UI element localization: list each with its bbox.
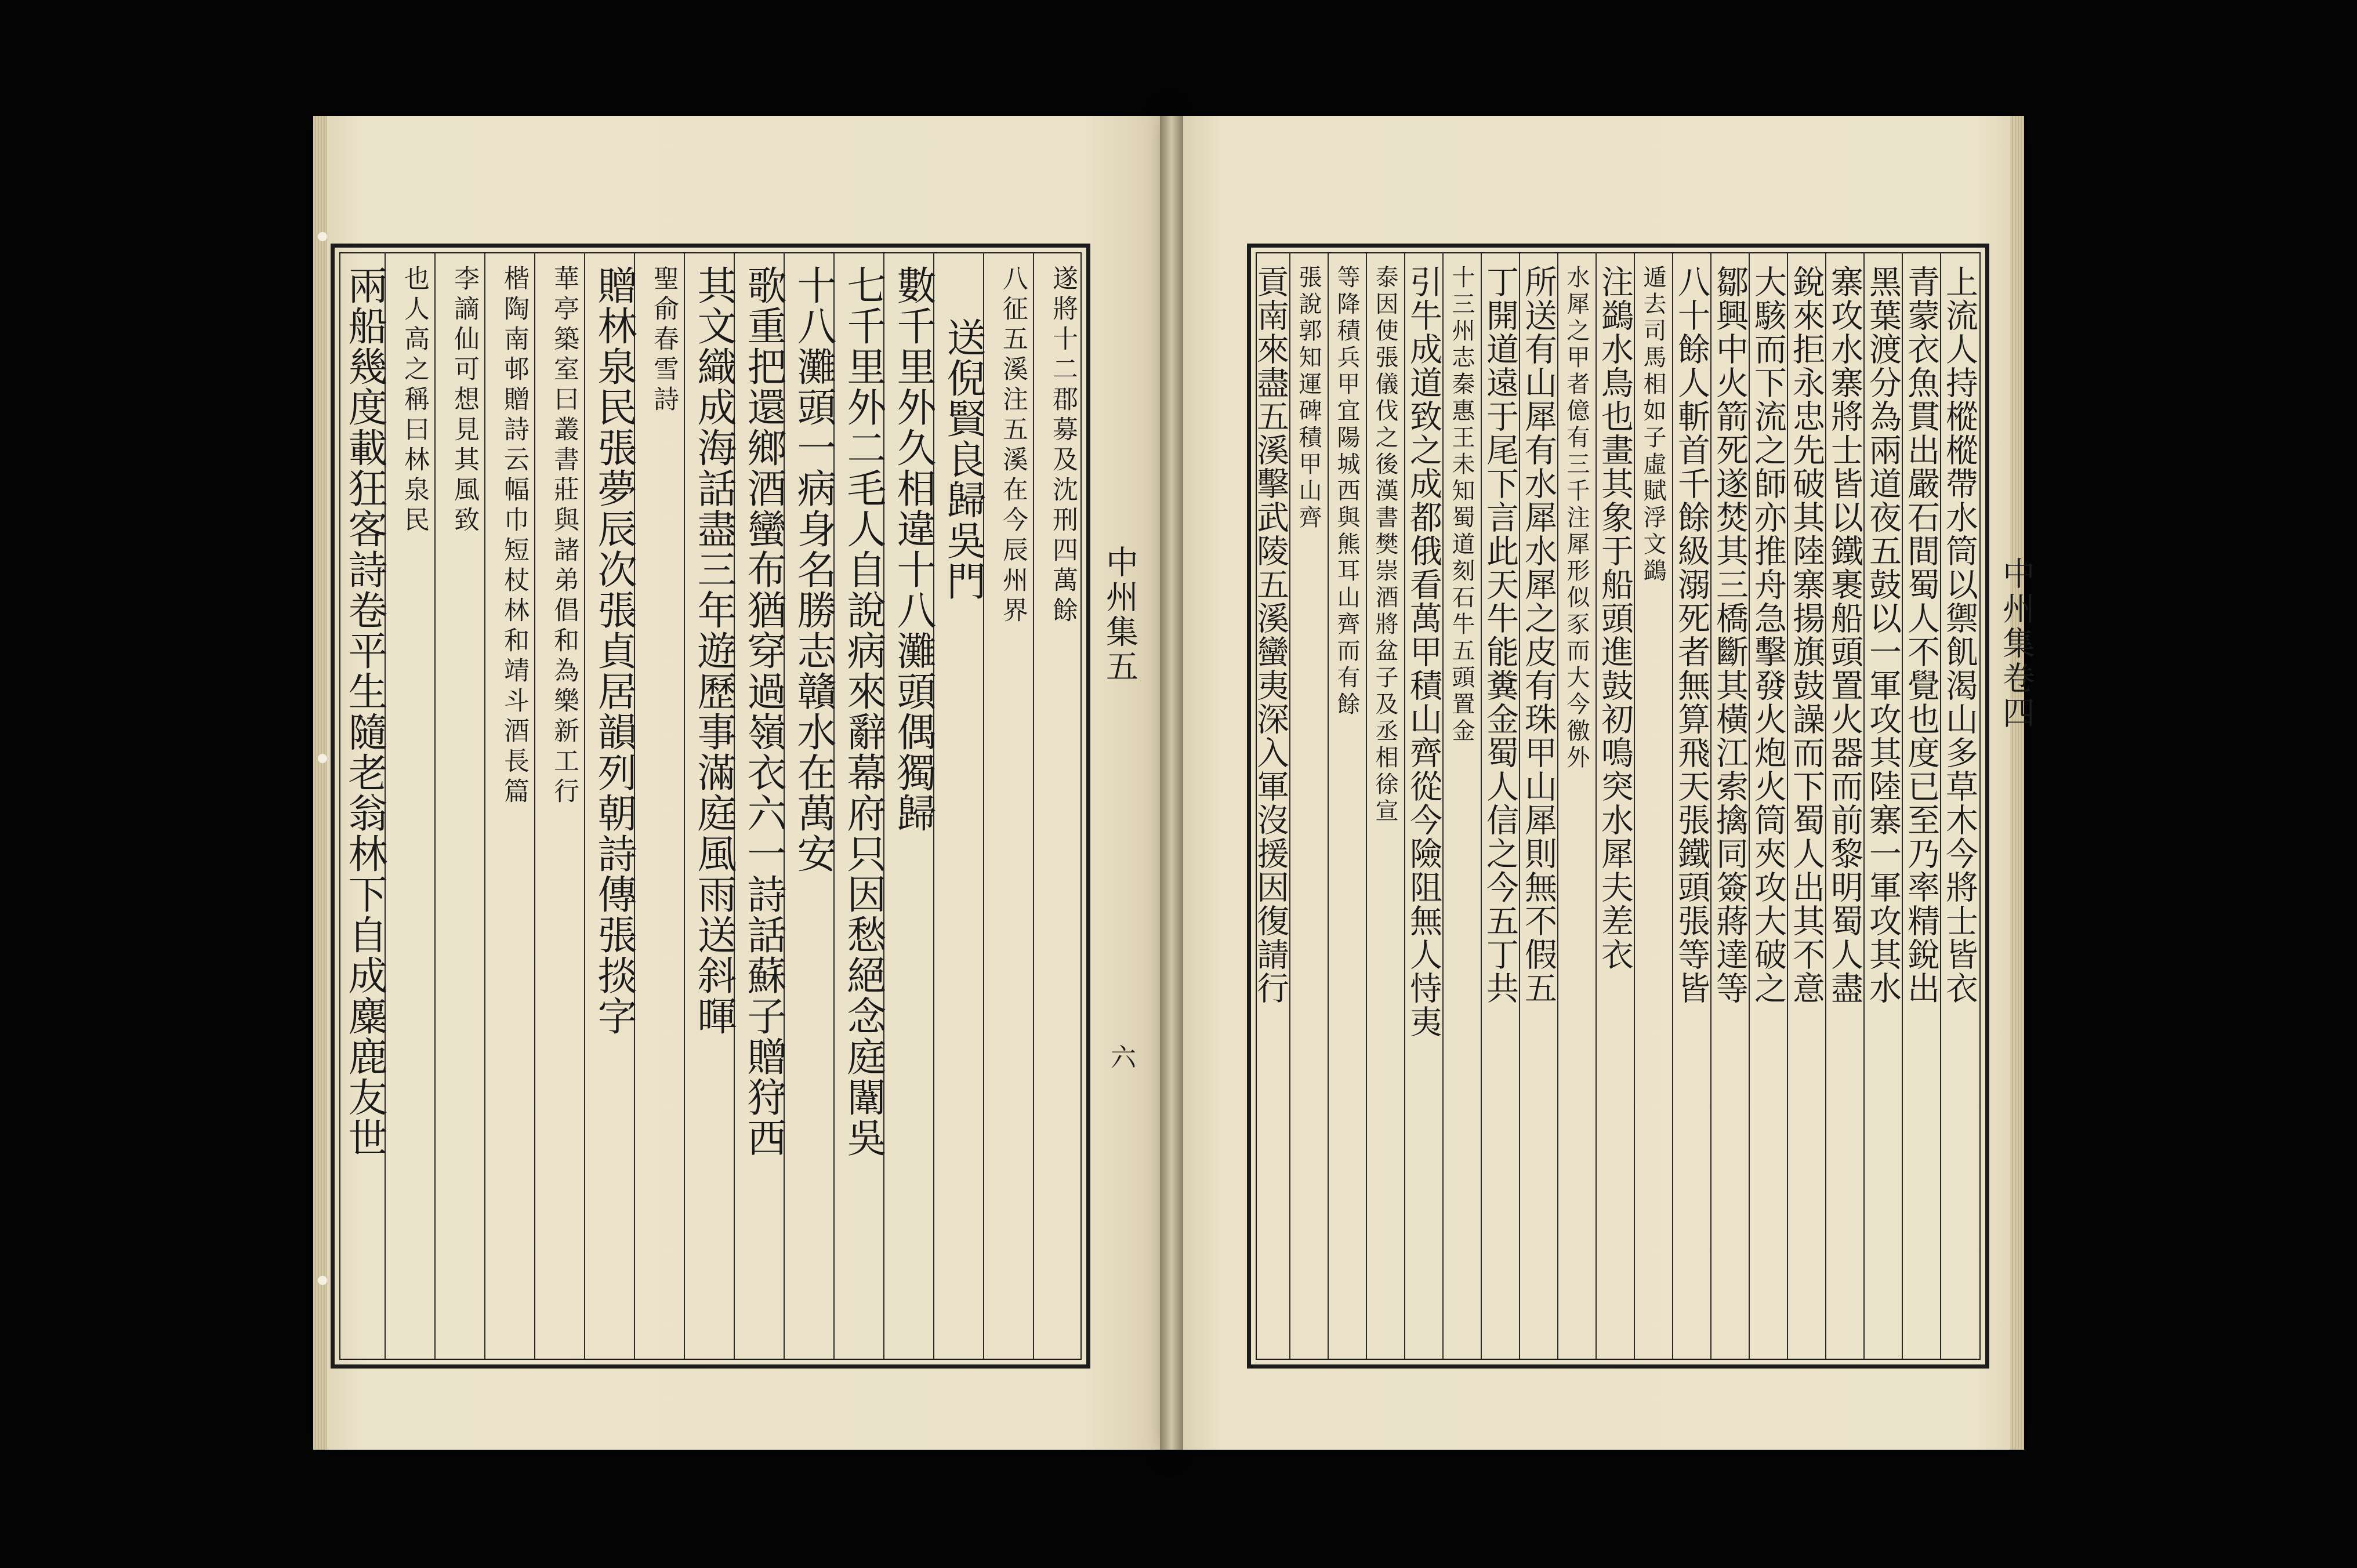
text-column: 數千里外久相違十八灘頭偶獨歸 [890,265,936,833]
text-column: 鄒興中火箭死遂焚其三橋斷其橫江索擒同簽蔣達等 [1711,265,1749,1005]
right-text-frame [1247,244,1989,1369]
text-column: 大駭而下流之師亦推舟急擊發火炮火筒夾攻大破之 [1749,265,1787,1005]
text-column: 華亭築室曰叢書莊與諸弟倡和為樂新工行 [549,265,579,808]
column-rule [1787,252,1788,1360]
column-rule [933,252,934,1360]
column-rule [1442,252,1444,1360]
text-column: 其文織成海話盡三年遊歷事滿庭風雨送斜暉 [691,265,737,1036]
left-spine-title: 中州集五 [1101,545,1138,684]
column-rule [883,252,884,1360]
text-column: 楷陶南邨贈詩云幅巾短杖林和靖斗酒長篇 [499,265,529,808]
column-rule [1863,252,1865,1360]
column-rule [1940,252,1941,1360]
text-column: 遁去司馬相如子虛賦浮文鷁 [1640,265,1666,585]
column-rule [385,252,386,1360]
text-column: 寨攻水寨將士皆以鐵裹船頭置火器而前黎明蜀人盡 [1826,265,1863,1005]
text-column: 贈林泉民張夢辰次張貞居韻列朝詩傳張掞字 [591,265,637,1036]
text-column: 八征五溪注五溪在今辰州界 [998,265,1028,627]
text-column: 送倪賢良歸吳門 [940,317,986,601]
text-column: 注鷁水鳥也畫其象于船頭進鼓初鳴突水犀夫差衣 [1596,265,1634,971]
column-rule [484,252,485,1360]
text-column: 黑葉渡分為兩道夜五鼓以一軍攻其陸寨一軍攻其水 [1864,265,1902,1005]
column-rule [1033,252,1034,1360]
text-column: 水犀之甲者億有三千注犀形似豕而大今徼外 [1563,265,1590,772]
column-rule [1328,252,1329,1360]
text-column: 十三州志秦惠王未知蜀道刻石牛五頭置金 [1448,265,1475,745]
column-rule [1289,252,1290,1360]
column-rule [1519,252,1520,1360]
column-rule [684,252,685,1360]
text-column: 十八灘頭一病身名勝志贛水在萬安 [790,265,836,874]
column-rule [584,252,585,1360]
left-page-edge [313,116,327,1450]
column-rule [1404,252,1405,1360]
text-column: 青蒙衣魚貫出嚴石間蜀人不覺也度已至乃率精銳出 [1902,265,1940,1005]
book-gutter [1160,116,1183,1450]
right-page-edge [2010,116,2024,1450]
text-column: 張說郭知運碑積甲山齊 [1295,265,1322,532]
left-text-frame [331,244,1090,1369]
text-column: 所送有山犀有水犀水犀之皮有珠甲山犀則無不假五 [1520,265,1557,1005]
text-column: 上流人持樅樅帶水筒以禦飢渴山多草木今將士皆衣 [1941,265,1978,1005]
right-spine-title: 中州集卷四 [1997,557,2035,731]
text-column: 等降積兵甲宜陽城西與熊耳山齊而有餘 [1333,265,1360,718]
column-rule [634,252,635,1360]
column-rule [534,252,535,1360]
text-column: 泰因使張儀伐之後漢書樊崇酒將盆子及丞相徐宣 [1372,265,1398,825]
column-rule [434,252,436,1360]
column-rule [983,252,984,1360]
column-rule [784,252,785,1360]
column-rule [1710,252,1711,1360]
column-rule [833,252,835,1360]
text-column: 引牛成道致之成都俄看萬甲積山齊從今險阻無人恃夷 [1405,265,1442,1039]
column-rule [1825,252,1826,1360]
binding-hole [318,754,327,763]
text-column: 八十餘人斬首千餘級溺死者無算飛天張鐵頭張等皆 [1673,265,1710,1005]
column-rule [1634,252,1635,1360]
column-rule [1595,252,1597,1360]
binding-hole [318,232,327,241]
text-column: 兩船幾度載狂客詩卷平生隨老翁林下自成麋鹿友世 [342,265,387,1158]
text-column: 聖俞春雪詩 [649,265,679,416]
text-column: 李謫仙可想見其風致 [449,265,479,536]
binding-hole [318,1276,327,1285]
column-rule [1672,252,1673,1360]
page-number: 六 [1106,1044,1136,1069]
column-rule [1557,252,1558,1360]
text-column: 貢南來盡五溪擊武陵五溪蠻夷深入軍沒援因復請行 [1252,265,1289,1005]
text-column: 遂將十二郡募及沈刑四萬餘 [1048,265,1078,627]
column-rule [1749,252,1750,1360]
text-column: 歌重把還鄉酒蠻布猶穿過嶺衣六一詩話蘇子贈狩西 [741,265,786,1158]
text-column: 丁開道遠于尾下言此天牛能糞金蜀人信之今五丁共 [1481,265,1519,1005]
text-column: 銳來拒永忠先破其陸寨揚旗鼓譟而下蜀人出其不意 [1787,265,1825,1005]
column-rule [1902,252,1903,1360]
text-column: 七千里外二毛人自說病來辭幕府只因愁絕念庭闈吳 [840,265,886,1158]
column-rule [1481,252,1482,1360]
column-rule [1366,252,1367,1360]
text-column: 也人高之稱曰林泉民 [400,265,429,536]
column-rule [734,252,735,1360]
